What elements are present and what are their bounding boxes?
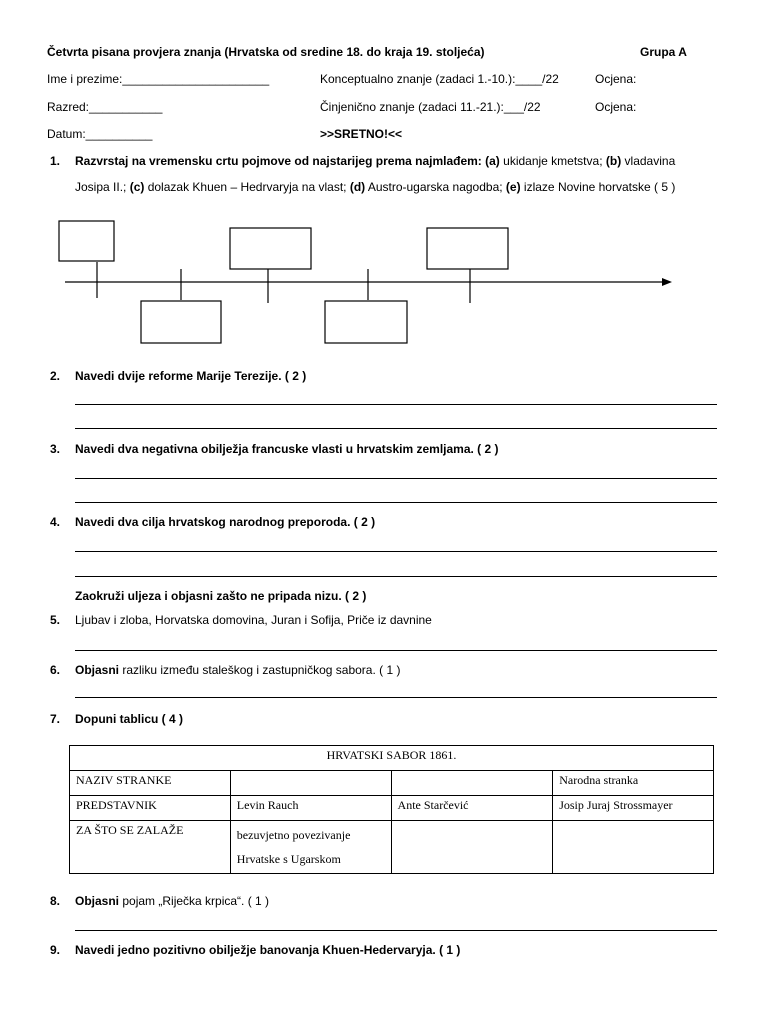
conceptual-score: Konceptualno znanje (zadaci 1.-10.):____/22 [320, 72, 559, 86]
answer-line[interactable] [75, 576, 717, 577]
q5-text: Ljubav i zloba, Horvatska domovina, Juran i Sofija, Priče iz davnine [75, 613, 432, 627]
q6-bold: Objasni [75, 663, 123, 677]
q1-b-text2: Josipa II.; [75, 180, 130, 194]
table-cell-line: Hrvatske s Ugarskom [236, 852, 341, 866]
table-answer-cell[interactable] [391, 771, 553, 796]
timeline-answer-box[interactable] [325, 301, 407, 343]
q2-text: Navedi dvije reforme Marije Terezije. ( 2 ) [75, 369, 307, 383]
table-row [70, 771, 714, 796]
q2-number: 2. [50, 369, 61, 383]
timeline-answer-box[interactable] [427, 228, 508, 269]
answer-line[interactable] [75, 930, 717, 931]
q3-text [75, 442, 499, 456]
sabor-table [69, 745, 714, 874]
timeline-arrowhead [662, 278, 672, 286]
q1-intro: Razvrstaj na vremensku crtu pojmove od najstarijeg prema najmlađem: [75, 154, 486, 168]
date-field[interactable]: Datum:__________ [47, 127, 153, 141]
table-cell: Ante Starčević [391, 796, 553, 821]
table-title: HRVATSKI SABOR 1861. [70, 746, 714, 771]
timeline-answer-box[interactable] [141, 301, 221, 343]
q1-e-key: (e) [505, 180, 521, 194]
table-row [70, 821, 714, 874]
q1-text-line1 [75, 154, 720, 168]
table-answer-cell[interactable] [230, 771, 391, 796]
table-answer-cell[interactable] [553, 821, 714, 874]
q1-b-text: vladavina [621, 154, 676, 168]
q1-a-text: ukidanje kmetstva; [499, 154, 606, 168]
answer-line[interactable] [75, 502, 717, 503]
table-cell [230, 821, 391, 874]
group-label: Grupa A [640, 45, 687, 59]
q6-number: 6. [50, 663, 61, 677]
q9-number: 9. [50, 943, 61, 957]
timeline-answer-box[interactable] [59, 221, 114, 261]
q8-rest: pojam „Riječka krpica“. ( 1 ) [122, 894, 270, 908]
timeline [0, 210, 768, 350]
test-title: Četvrta pisana provjera znanja (Hrvatska od sredine 18. do kraja 19. stoljeća) [47, 45, 485, 59]
q6-text [75, 663, 400, 677]
q8-number: 8. [50, 894, 61, 908]
answer-line[interactable] [75, 697, 717, 698]
table-answer-cell[interactable] [391, 821, 553, 874]
table-cell: Narodna stranka [553, 771, 714, 796]
q4-number: 4. [50, 515, 61, 529]
answer-line[interactable] [75, 650, 717, 651]
q6-rest: razliku između staleškog i zastupničkog sabora. ( 1 ) [122, 663, 401, 677]
q7-text: Dopuni tablicu ( 4 ) [75, 712, 183, 726]
q5-number: 5. [50, 613, 61, 627]
q5-instruction: Zaokruži uljeza i objasni zašto ne pripada nizu. ( 2 ) [75, 589, 367, 603]
grade-label-1: Ocjena: [595, 72, 637, 86]
answer-line[interactable] [75, 428, 717, 429]
q1-c-key: (c) [129, 180, 145, 194]
q1-d-text: Austro-ugarska nagodba; [365, 180, 506, 194]
q1-text-line2 [75, 180, 675, 194]
table-cell-line: bezuvjetno povezivanje [236, 828, 351, 842]
answer-line[interactable] [75, 551, 717, 552]
q1-d-key: (d) [349, 180, 366, 194]
q8-text [75, 894, 269, 908]
name-field[interactable]: Ime i prezime:______________________ [47, 72, 270, 86]
answer-line[interactable] [75, 404, 717, 405]
q1-b-key: (b) [605, 154, 622, 168]
table-cell: NAZIV STRANKE [70, 771, 231, 796]
table-row [70, 796, 714, 821]
good-luck-text: >>SRETNO!<< [320, 127, 403, 141]
factual-score: Činjenično znanje (zadaci 11.-21.):___/22 [320, 100, 541, 114]
q3-number: 3. [50, 442, 61, 456]
q8-bold: Objasni [75, 894, 123, 908]
q4-bold: Navedi dva [75, 515, 142, 529]
q4-rest: cilja hrvatskog narodnog preporoda. ( 2 ) [141, 515, 376, 529]
q4-text [75, 515, 375, 529]
q1-number: 1. [50, 154, 61, 168]
answer-line[interactable] [75, 478, 717, 479]
q1-a-key: (a) [485, 154, 500, 168]
q1-c-text: dolazak Khuen – Hedrvaryja na vlast; [144, 180, 350, 194]
q9-text: Navedi jedno pozitivno obilježje banovanja Khuen-Hedervaryja. ( 1 ) [75, 943, 461, 957]
class-field[interactable]: Razred:___________ [47, 100, 163, 114]
timeline-answer-box[interactable] [230, 228, 311, 269]
grade-label-2: Ocjena: [595, 100, 637, 114]
q3-bold: Navedi dva [75, 442, 142, 456]
table-title-row [70, 746, 714, 771]
table-cell: Levin Rauch [230, 796, 391, 821]
table-cell: Josip Juraj Strossmayer [553, 796, 714, 821]
q3-rest: negativna obilježja francuske vlasti u hrvatskim zemljama. ( 2 ) [141, 442, 499, 456]
table-cell: ZA ŠTO SE ZALAŽE [70, 821, 231, 874]
table-cell: PREDSTAVNIK [70, 796, 231, 821]
q1-e-text: izlaze Novine horvatske ( 5 ) [520, 180, 676, 194]
q7-number: 7. [50, 712, 61, 726]
